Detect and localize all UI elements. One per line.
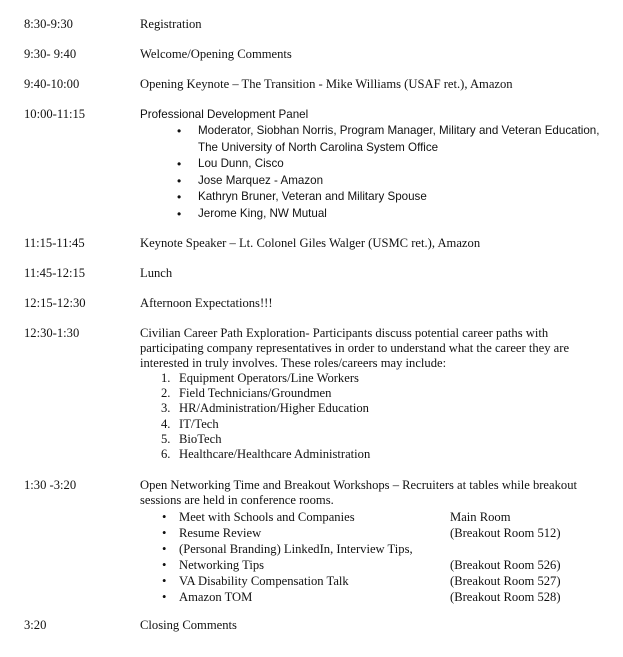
agenda-time: 10:00-11:15 (24, 107, 86, 121)
career-label: HR/Administration/Higher Education (179, 401, 369, 416)
agenda-title: Welcome/Opening Comments (140, 47, 292, 61)
career-number: 1. (161, 371, 171, 385)
agenda-title: Opening Keynote – The Transition - Mike Williams (USAF ret.), Amazon (140, 77, 513, 91)
agenda-time: 3:20 (24, 618, 47, 632)
panelist-item: • Jerome King, NW Mutual (140, 206, 619, 223)
session-item (140, 509, 619, 525)
session-item (140, 541, 619, 557)
session-room: (Breakout Room 526) (450, 558, 561, 572)
session-label: (Personal Branding) LinkedIn, Interview Tips, (179, 542, 413, 556)
session-item (140, 557, 619, 573)
session-room: (Breakout Room 528) (450, 590, 561, 604)
agenda-time: 9:30- 9:40 (24, 47, 77, 61)
agenda-time: 9:40-10:00 (24, 77, 80, 91)
session-room: Main Room (450, 510, 511, 524)
agenda-block (140, 326, 619, 462)
session-label: Meet with Schools and Companies (179, 510, 355, 524)
panelist-item: • Moderator, Siobhan Norris, Program Manager, Military and Veteran Education, The University of North Carolina System Office (140, 123, 619, 156)
session-item (140, 589, 619, 605)
career-label: IT/Tech (179, 416, 219, 431)
agenda-title: Registration (140, 17, 202, 31)
career-number: 4. (161, 416, 171, 431)
agenda-time: 1:30 -3:20 (24, 478, 77, 492)
career-item (140, 417, 619, 432)
agenda-title: Lunch (140, 266, 173, 280)
agenda-title: Open Networking Time and Breakout Workshops – Recruiters at tables while breakout sessions are held in conference rooms. (140, 478, 578, 507)
agenda-time: 11:45-12:15 (24, 266, 86, 280)
career-list (140, 371, 619, 462)
agenda-block (140, 478, 619, 605)
session-room: (Breakout Room 512) (450, 526, 561, 540)
agenda-title: Keynote Speaker – Lt. Colonel Giles Walger (USMC ret.), Amazon (140, 236, 481, 250)
career-item (140, 371, 619, 386)
career-item (140, 447, 619, 462)
agenda-time: 8:30-9:30 (24, 17, 73, 31)
agenda-time: 11:15-11:45 (24, 236, 85, 250)
career-item (140, 401, 619, 416)
career-label: Field Technicians/Groundmen (179, 386, 332, 401)
session-label: Networking Tips (179, 558, 265, 572)
career-number: 5. (161, 431, 171, 446)
agenda-time: 12:15-12:30 (24, 296, 86, 310)
agenda-time: 12:30-1:30 (24, 326, 80, 340)
career-number: 3. (161, 401, 171, 416)
career-number: 6. (161, 447, 171, 462)
session-list (140, 509, 619, 605)
career-label: Healthcare/Healthcare Administration (179, 447, 371, 462)
agenda-title: Afternoon Expectations!!! (140, 296, 273, 310)
agenda-title: Civilian Career Path Exploration- Participants discuss potential career paths with participating company representatives in order to understand what the career they are interested in truly involves. These roles/careers may include: (140, 326, 570, 370)
panelist-item: • Lou Dunn, Cisco (140, 156, 619, 173)
career-item (140, 432, 619, 447)
session-item (140, 525, 619, 541)
career-label: BioTech (179, 431, 222, 446)
session-item (140, 573, 619, 589)
agenda-block (140, 107, 619, 223)
career-number: 2. (161, 386, 171, 401)
session-label: Resume Review (179, 526, 262, 540)
agenda-title: Closing Comments (140, 618, 237, 632)
session-label: Amazon TOM (179, 590, 253, 604)
session-room: (Breakout Room 527) (450, 574, 561, 588)
session-label: VA Disability Compensation Talk (179, 574, 349, 588)
agenda-title: Professional Development Panel (140, 108, 309, 121)
career-item (140, 386, 619, 401)
panelist-list (140, 123, 619, 223)
panelist-item: • Jose Marquez - Amazon (140, 173, 619, 190)
panelist-item: • Kathryn Bruner, Veteran and Military Spouse (140, 189, 619, 206)
career-label: Equipment Operators/Line Workers (179, 371, 359, 385)
